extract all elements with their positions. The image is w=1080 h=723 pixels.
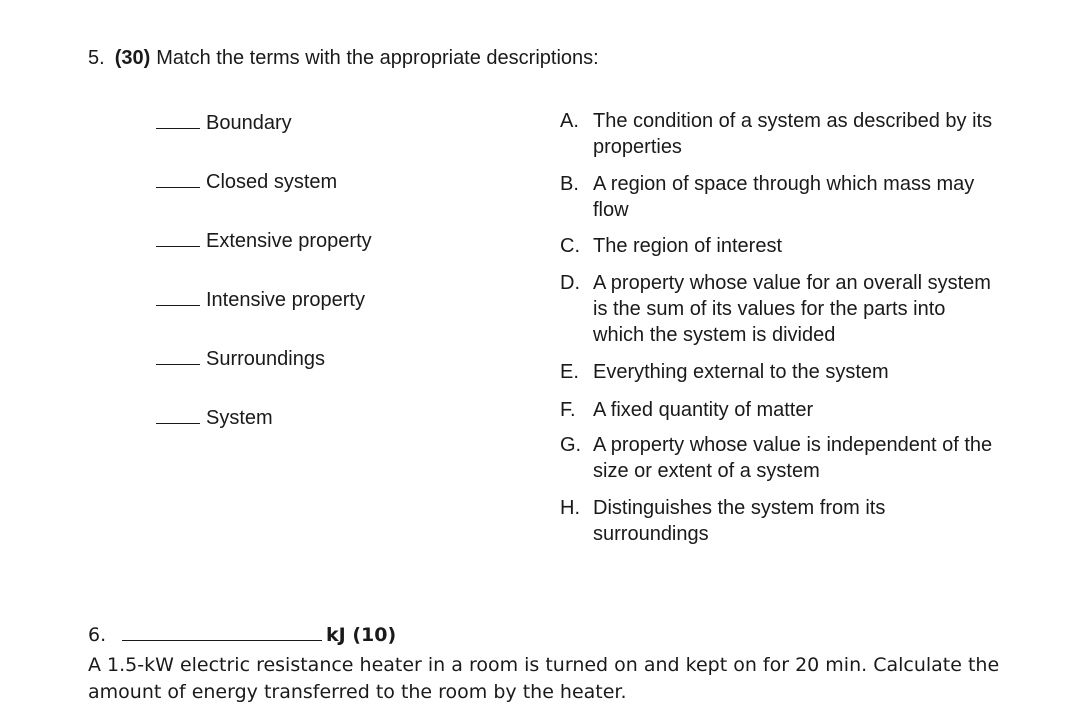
term-label: Surroundings [206, 348, 325, 370]
description-text: A fixed quantity of matter [593, 399, 814, 421]
description-letter: B. [560, 173, 579, 195]
question-number: 6. [88, 624, 107, 646]
description-letter: F. [560, 399, 576, 421]
term-label: Intensive property [206, 289, 365, 311]
term-item [156, 169, 337, 194]
description-item [560, 270, 1000, 348]
answer-blank[interactable] [156, 228, 200, 247]
question-points: (30) [114, 47, 151, 69]
question-6-header [88, 622, 396, 648]
term-item [156, 287, 365, 312]
description-item [560, 171, 1000, 223]
description-text: The condition of a system as described by its properties [593, 110, 993, 158]
description-text: The region of interest [593, 235, 782, 257]
description-letter: D. [560, 272, 580, 294]
description-item [560, 432, 1000, 484]
description-letter: G. [560, 434, 582, 456]
answer-blank[interactable] [156, 169, 200, 188]
question-6-body: A 1.5-kW electric resistance heater in a room is turned on and kept on for 20 min. Calculate the amount of energy transferred to the room by the heater. [88, 654, 1000, 703]
term-label: Extensive property [206, 230, 372, 252]
term-label: Boundary [206, 112, 292, 134]
description-text: A property whose value is independent of the size or extent of a system [593, 434, 993, 482]
description-letter: E. [560, 361, 579, 383]
description-item [560, 108, 1000, 160]
description-letter: H. [560, 497, 580, 519]
term-item [156, 346, 325, 371]
answer-blank[interactable] [156, 346, 200, 365]
description-text: Distinguishes the system from its surroundings [593, 497, 886, 545]
term-label: Closed system [206, 171, 338, 193]
description-text: A region of space through which mass may flow [593, 173, 975, 221]
term-item [156, 405, 273, 430]
term-item [156, 110, 292, 135]
description-item [560, 495, 1000, 547]
question-5-header [88, 46, 599, 70]
answer-blank[interactable] [156, 405, 200, 424]
term-item [156, 228, 372, 253]
question-number: 5. [88, 47, 105, 69]
description-item [560, 233, 1000, 259]
description-item [560, 359, 1000, 385]
term-label: System [206, 407, 273, 429]
description-letter: A. [560, 110, 579, 132]
description-text: A property whose value for an overall system is the sum of its values for the parts into which the system is divided [593, 272, 991, 346]
answer-blank[interactable] [156, 110, 200, 129]
answer-blank[interactable] [156, 287, 200, 306]
description-text: Everything external to the system [593, 361, 889, 383]
description-item [560, 397, 1000, 423]
answer-blank[interactable] [122, 622, 322, 641]
question-unit-points: kJ (10) [326, 624, 397, 646]
description-letter: C. [560, 235, 580, 257]
question-prompt: Match the terms with the appropriate descriptions: [156, 47, 599, 69]
